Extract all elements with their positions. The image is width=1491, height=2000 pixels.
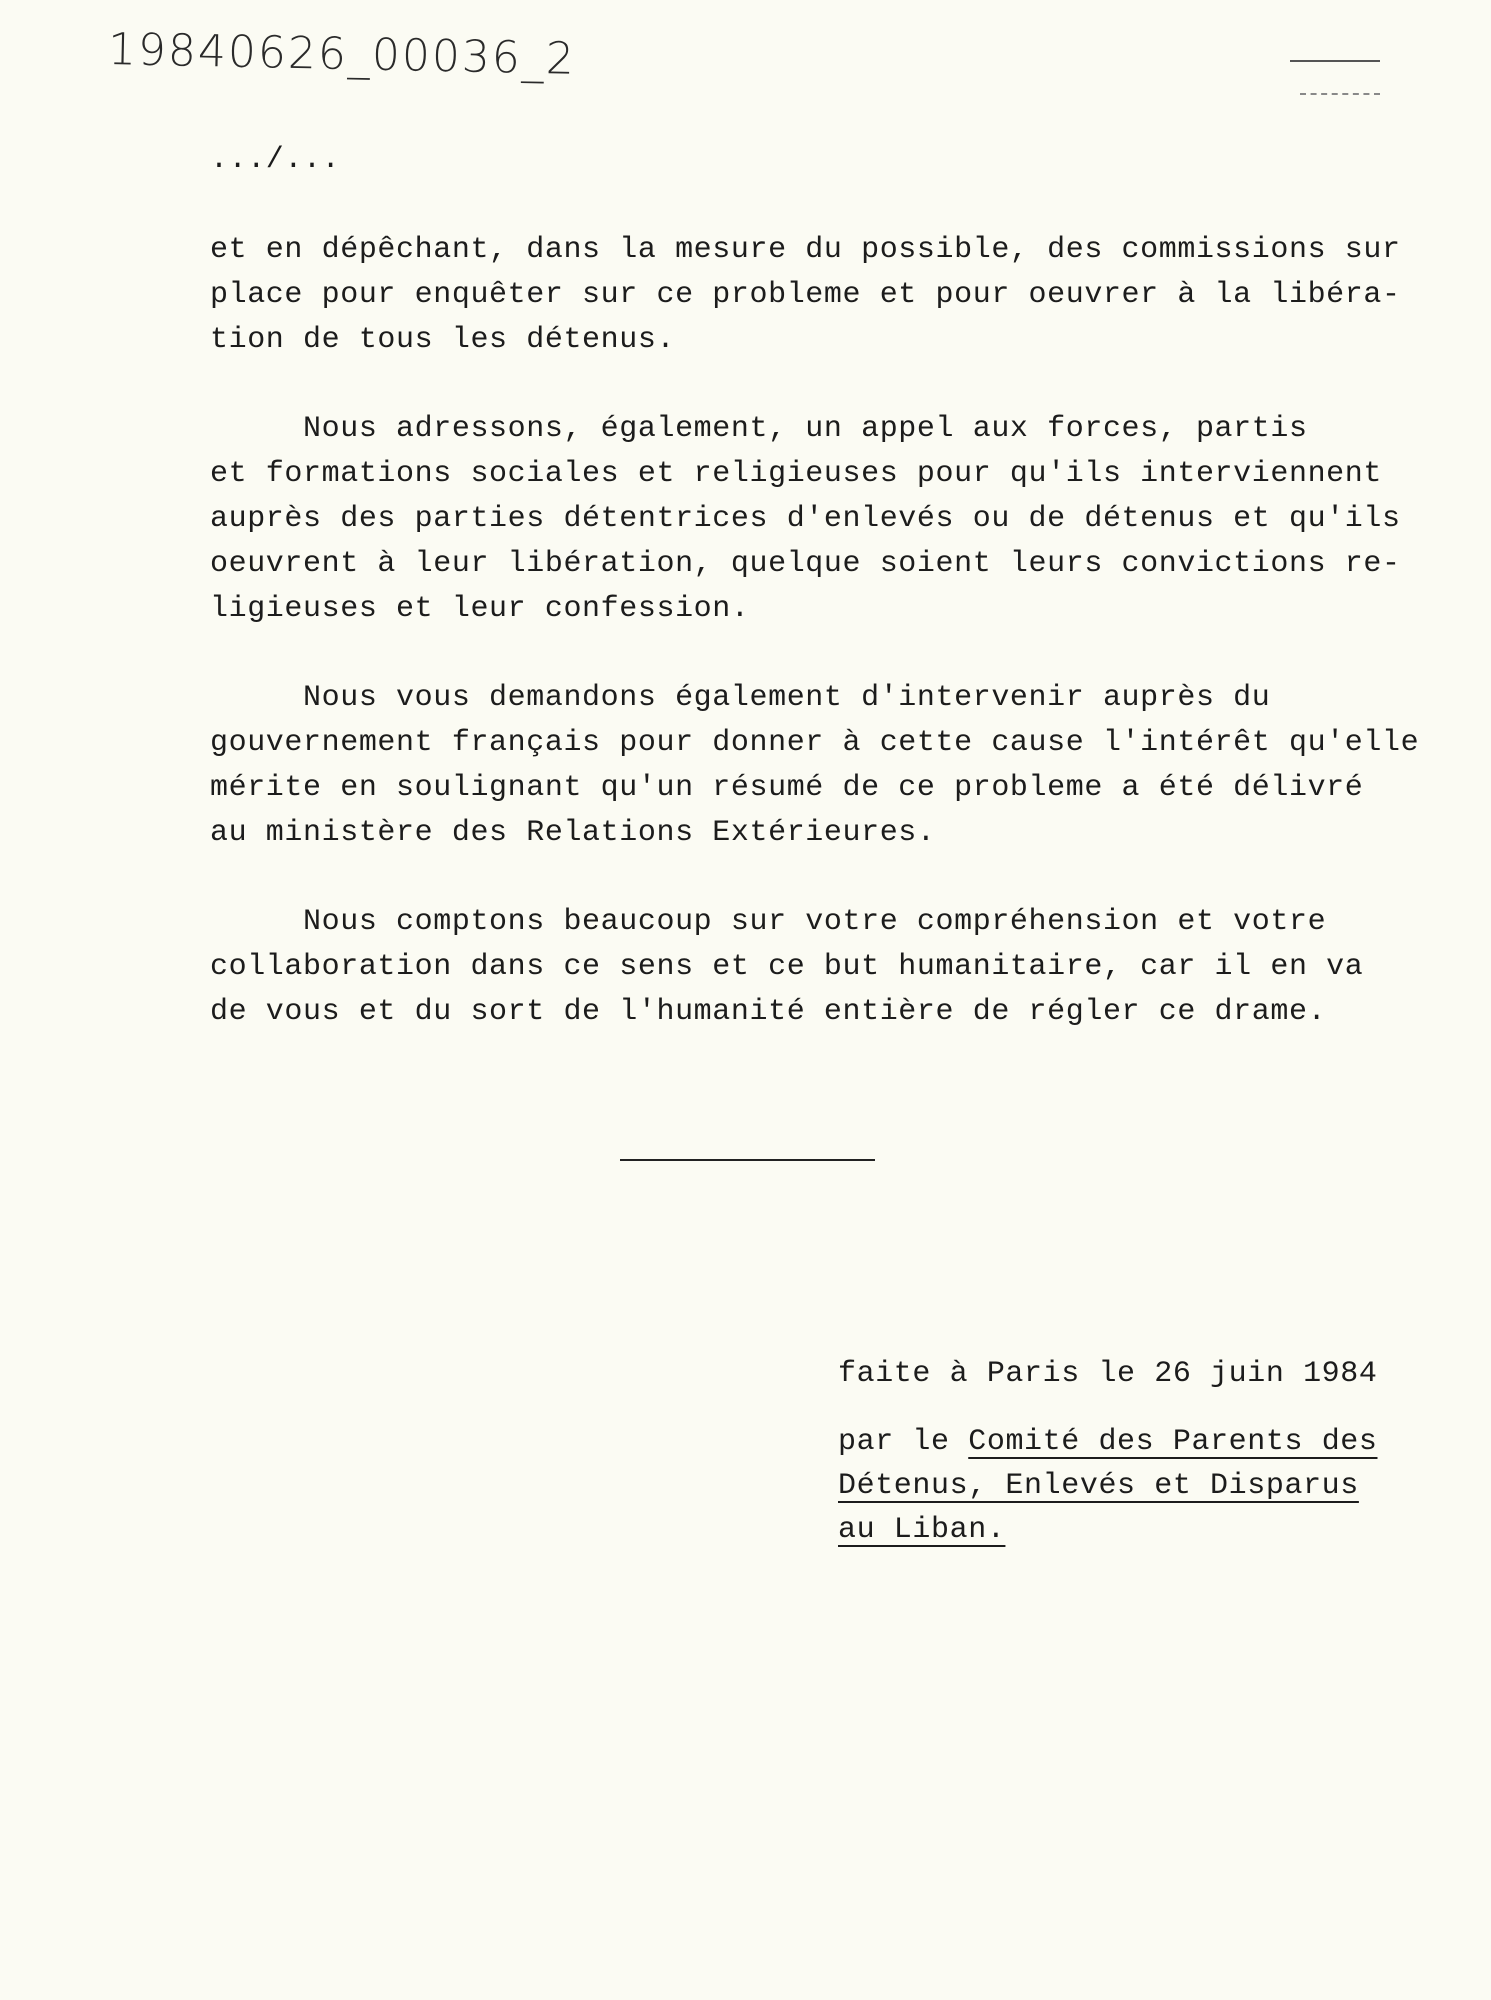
text-line: et formations sociales et religieuses pour qu'ils interviennent	[210, 457, 1382, 491]
place-date: faite à Paris le 26 juin 1984	[838, 1357, 1378, 1391]
text-line: place pour enquêter sur ce probleme et pour oeuvrer à la libéra-	[210, 278, 1401, 312]
paragraph	[210, 900, 1390, 1035]
paragraph	[210, 407, 1401, 632]
by-prefix: par le	[838, 1425, 969, 1459]
committee-name: Comité des Parents des	[968, 1425, 1378, 1459]
continuation-marker: .../...	[210, 143, 341, 177]
committee-name: Détenus, Enlevés et Disparus	[838, 1469, 1359, 1503]
corner-mark	[1300, 93, 1380, 95]
text-line: auprès des parties détentrices d'enlevés ou de détenus et qu'ils	[210, 502, 1401, 536]
text-line: gouvernement français pour donner à cette cause l'intérêt qu'elle	[210, 726, 1420, 760]
text-line: et en dépêchant, dans la mesure du possible, des commissions sur	[210, 233, 1401, 267]
text-line: tion de tous les détenus.	[210, 323, 676, 357]
text-line: Nous vous demandons également d'intervenir auprès du	[210, 681, 1271, 715]
text-line: de vous et du sort de l'humanité entière de régler ce drame.	[210, 995, 1327, 1029]
handwritten-reference-number: 19840626_00036_2	[107, 24, 577, 85]
text-line: Nous adressons, également, un appel aux forces, partis	[210, 412, 1308, 446]
signature-block	[838, 1352, 1398, 1552]
text-line: ligieuses et leur confession.	[210, 592, 750, 626]
text-line: mérite en soulignant qu'un résumé de ce probleme a été délivré	[210, 771, 1364, 805]
text-line: Nous comptons beaucoup sur votre compréhension et votre	[210, 905, 1327, 939]
committee-name: au Liban.	[838, 1513, 1006, 1547]
text-line: collaboration dans ce sens et ce but humanitaire, car il en va	[210, 950, 1364, 984]
separator-rule	[620, 1159, 875, 1161]
text-line: au ministère des Relations Extérieures.	[210, 816, 936, 850]
corner-mark	[1290, 60, 1380, 62]
paragraph	[210, 228, 1401, 363]
signatory-line	[838, 1420, 1398, 1464]
text-line: oeuvrent à leur libération, quelque soient leurs convictions re-	[210, 547, 1401, 581]
paragraph	[210, 676, 1420, 856]
letter-body	[210, 138, 1420, 1035]
